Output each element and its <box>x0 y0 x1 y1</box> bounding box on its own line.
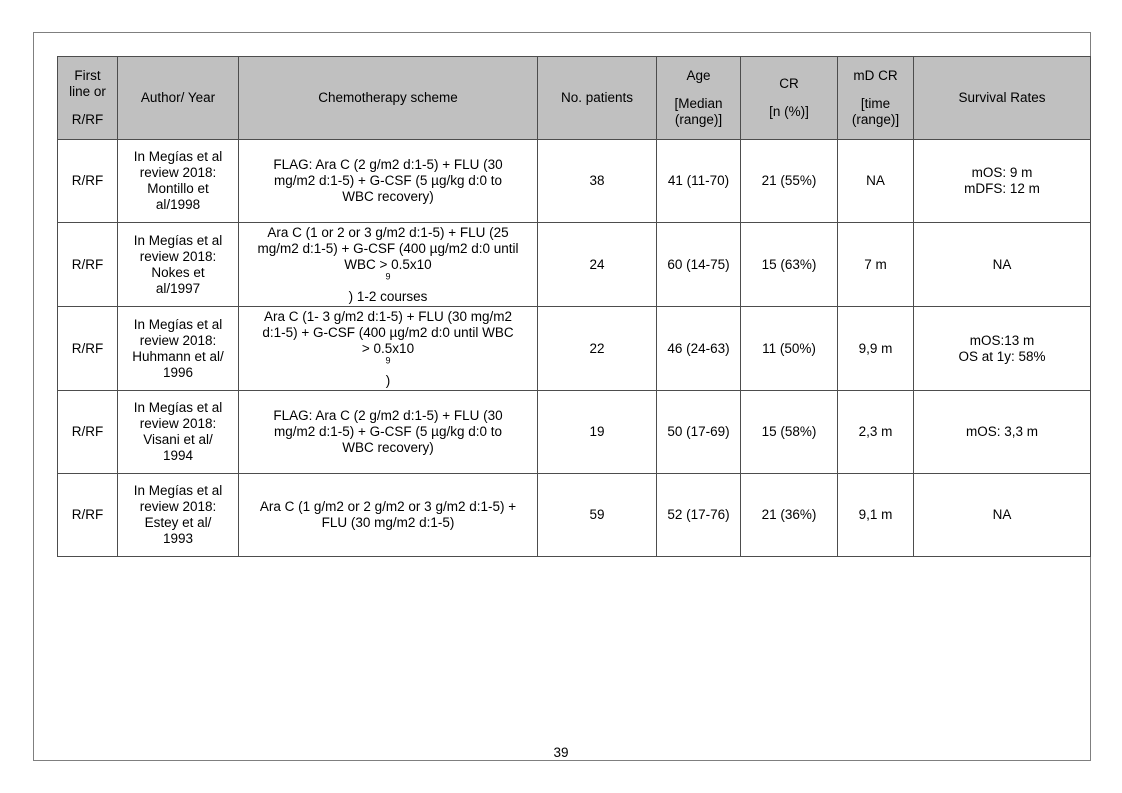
scheme-cell: Ara C (1- 3 g/m2 d:1-5) + FLU (30 mg/m2 d:1-5) + G-CSF (400 µg/m2 d:0 until WBC > 0.5x10 $^9$ ) <box>239 307 538 391</box>
table-header-row <box>58 57 1091 140</box>
author-cell: In Megías et al review 2018: Visani et al/ 1994 <box>118 391 239 474</box>
line-cell: R/RF <box>58 307 118 391</box>
table-row <box>58 474 1091 557</box>
patients-cell: 19 <box>538 391 657 474</box>
table-row <box>58 307 1091 391</box>
survival-cell: NA <box>914 223 1091 307</box>
table-row <box>58 223 1091 307</box>
header-first-line: First line or R/RF <box>58 57 118 140</box>
author-cell: In Megías et al review 2018: Montillo et al/1998 <box>118 140 239 223</box>
author-cell: In Megías et al review 2018: Nokes et al/1997 <box>118 223 239 307</box>
age-cell: 60 (14-75) <box>657 223 741 307</box>
header-survival-rates: Survival Rates <box>914 57 1091 140</box>
md-cr-cell: 7 m <box>838 223 914 307</box>
survival-cell: mOS: 3,3 m <box>914 391 1091 474</box>
author-cell: In Megías et al review 2018: Estey et al/ 1993 <box>118 474 239 557</box>
scheme-cell: Ara C (1 g/m2 or 2 g/m2 or 3 g/m2 d:1-5) + FLU (30 mg/m2 d:1-5) <box>239 474 538 557</box>
survival-cell: mOS: 9 m mDFS: 12 m <box>914 140 1091 223</box>
age-cell: 52 (17-76) <box>657 474 741 557</box>
age-cell: 50 (17-69) <box>657 391 741 474</box>
patients-cell: 24 <box>538 223 657 307</box>
author-cell: In Megías et al review 2018: Huhmann et al/ 1996 <box>118 307 239 391</box>
cr-cell: 21 (55%) <box>741 140 838 223</box>
age-cell: 41 (11-70) <box>657 140 741 223</box>
line-cell: R/RF <box>58 474 118 557</box>
md-cr-cell: 9,1 m <box>838 474 914 557</box>
line-cell: R/RF <box>58 140 118 223</box>
header-cr: CR [n (%)] <box>741 57 838 140</box>
line-cell: R/RF <box>58 223 118 307</box>
header-age: Age [Median (range)] <box>657 57 741 140</box>
md-cr-cell: NA <box>838 140 914 223</box>
patients-cell: 59 <box>538 474 657 557</box>
scheme-cell: FLAG: Ara C (2 g/m2 d:1-5) + FLU (30 mg/m2 d:1-5) + G-CSF (5 µg/kg d:0 to WBC recovery) <box>239 140 538 223</box>
cr-cell: 15 (58%) <box>741 391 838 474</box>
header-chemotherapy-scheme: Chemotherapy scheme <box>239 57 538 140</box>
header-no-patients: No. patients <box>538 57 657 140</box>
header-author-year: Author/ Year <box>118 57 239 140</box>
md-cr-cell: 9,9 m <box>838 307 914 391</box>
table-row <box>58 391 1091 474</box>
line-cell: R/RF <box>58 391 118 474</box>
table-row <box>58 140 1091 223</box>
md-cr-cell: 2,3 m <box>838 391 914 474</box>
cr-cell: 15 (63%) <box>741 223 838 307</box>
age-cell: 46 (24-63) <box>657 307 741 391</box>
survival-cell: mOS:13 m OS at 1y: 58% <box>914 307 1091 391</box>
survival-cell: NA <box>914 474 1091 557</box>
cr-cell: 11 (50%) <box>741 307 838 391</box>
patients-cell: 38 <box>538 140 657 223</box>
patients-cell: 22 <box>538 307 657 391</box>
scheme-cell: Ara C (1 or 2 or 3 g/m2 d:1-5) + FLU (25 mg/m2 d:1-5) + G-CSF (400 µg/m2 d:0 until WBC > 0.5x10 $^9$ ) 1-2 courses <box>239 223 538 307</box>
chemotherapy-table <box>57 56 1091 557</box>
header-md-cr: mD CR [time (range)] <box>838 57 914 140</box>
scheme-cell: FLAG: Ara C (2 g/m2 d:1-5) + FLU (30 mg/m2 d:1-5) + G-CSF (5 µg/kg d:0 to WBC recovery) <box>239 391 538 474</box>
page-number: 39 <box>553 745 569 760</box>
cr-cell: 21 (36%) <box>741 474 838 557</box>
